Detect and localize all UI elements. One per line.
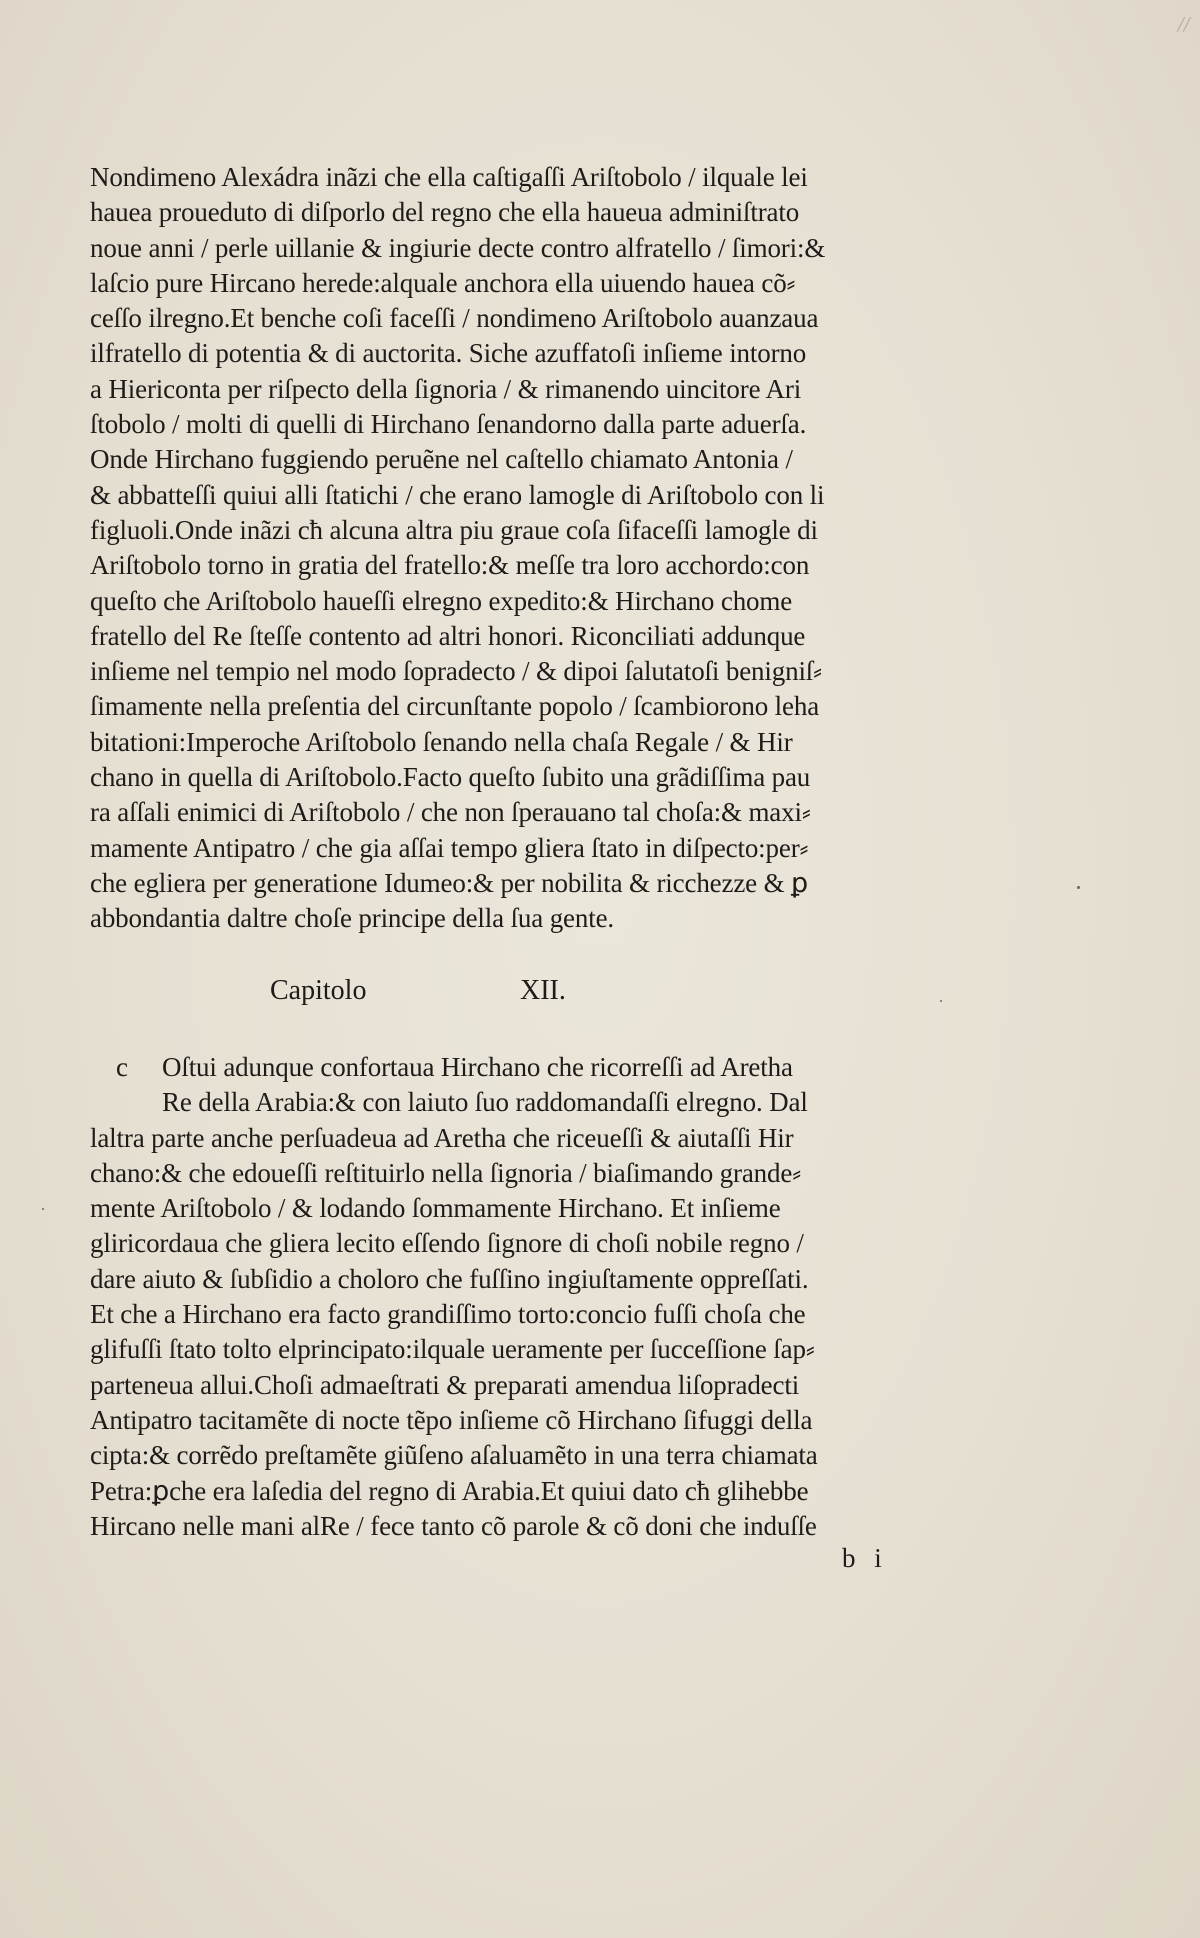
folio-mark: // bbox=[1177, 14, 1190, 35]
text-line: inſieme nel tempio nel modo ſopradecto / & dipoi ſalutatoſi benigniſ⸗ bbox=[90, 656, 822, 687]
text-line: Ariſtobolo torno in gratia del fratello:& meſſe tra loro acchordo:con bbox=[90, 550, 810, 581]
text-line: ra aſſali enimici di Ariſtobolo / che non ſperauano tal choſa:& maxi⸗ bbox=[90, 797, 811, 828]
paper-speck bbox=[42, 1208, 44, 1210]
text-line: abbondantia daltre choſe principe della ſua gente. bbox=[90, 903, 615, 934]
text-line: Hircano nelle mani alRe / fece tanto cõ parole & cõ doni che induſſe bbox=[90, 1510, 817, 1541]
text-line: gliricordaua che gliera lecito eſſendo ſignore di choſi nobile regno / bbox=[90, 1228, 804, 1259]
text-line: Et che a Hirchano era facto grandiſſimo torto:concio fuſſi choſa che bbox=[90, 1299, 806, 1330]
text-line: ilfratello di potentia & di auctorita. Siche azuffatoſi inſieme intorno bbox=[90, 338, 807, 369]
text-line: ceſſo ilregno.Et benche coſi faceſſi / nondimeno Ariſtobolo auanzaua bbox=[90, 303, 819, 334]
text-line: Antipatro tacitamẽte di nocte tẽpo inſieme cõ Hirchano ſifuggi della bbox=[90, 1404, 813, 1435]
text-line: Oſtui adunque confortaua Hirchano che ricorreſſi ad Aretha bbox=[162, 1052, 793, 1082]
paper-speck bbox=[940, 1000, 942, 1002]
text-line: Re della Arabia:& con laiuto ſuo raddomandaſſi elregno. Dal bbox=[162, 1087, 808, 1118]
text-line: Petra:ꝑche era laſedia del regno di Arabia.Et quiui dato cħ glihebbe bbox=[90, 1475, 809, 1506]
text-line: laſcio pure Hircano herede:alquale anchora ella uiuendo hauea cõ⸗ bbox=[90, 267, 796, 298]
text-line: laltra parte anche perſuadeua ad Aretha che riceueſſi & aiutaſſi Hir bbox=[90, 1122, 794, 1153]
text-line: ſtobolo / molti di quelli di Hirchano ſenandorno dalla parte aduerſa. bbox=[90, 409, 807, 440]
text-line: figluoli.Onde inãzi cħ alcuna altra piu graue coſa ſifaceſſi lamogle di bbox=[90, 514, 818, 545]
guide-letter: c bbox=[116, 1052, 128, 1082]
text-line: chano in quella di Ariſtobolo.Facto queſto ſubito una grãdiſſima pau bbox=[90, 762, 811, 793]
chapter-number: XII. bbox=[520, 975, 566, 1006]
text-line: hauea proueduto di diſporlo del regno che ella haueua adminiſtrato bbox=[90, 197, 800, 228]
text-line: che egliera per generatione Idumeo:& per nobilita & ricchezze & ꝑ bbox=[90, 867, 809, 898]
text-line: Onde Hirchano fuggiendo peruẽne nel caſtello chiamato Antonia / bbox=[90, 444, 793, 475]
text-line: glifuſſi ſtato tolto elprincipato:ilquale ueramente per ſucceſſione ſap⸗ bbox=[90, 1334, 815, 1365]
text-line: queſto che Ariſtobolo haueſſi elregno expedito:& Hirchano chome bbox=[90, 585, 793, 616]
text-line: mamente Antipatro / che gia aſſai tempo gliera ſtato in diſpecto:per⸗ bbox=[90, 832, 809, 863]
paper-speck bbox=[1077, 886, 1080, 889]
text-line: parteneua allui.Choſi admaeſtrati & preparati amendua liſopradecti bbox=[90, 1369, 800, 1400]
chapter-heading bbox=[0, 975, 1200, 1015]
text-line: mente Ariſtobolo / & lodando ſommamente Hirchano. Et inſieme bbox=[90, 1193, 781, 1224]
text-line: chano:& che edoueſſi reſtituirlo nella ſignoria / biaſimando grande⸗ bbox=[90, 1157, 802, 1188]
chapter-label: Capitolo bbox=[270, 975, 367, 1006]
text-line: dare aiuto & ſubſidio a choloro che fuſſino ingiuſtamente oppreſſati. bbox=[90, 1263, 809, 1294]
text-line: cipta:& corrẽdo preſtamẽte giũſeno aſaluamẽto in una terra chiamata bbox=[90, 1440, 818, 1471]
paragraph-1 bbox=[90, 160, 930, 937]
text-line: & abbatteſſi quiui alli ſtatichi / che erano lamogle di Ariſtobolo con li bbox=[90, 479, 825, 510]
paragraph-2 bbox=[90, 1050, 930, 1544]
text-line: noue anni / perle uillanie & ingiurie decte contro alfratello / ſimori:& bbox=[90, 232, 826, 263]
text-line: bitationi:Imperoche Ariſtobolo ſenando nella chaſa Regale / & Hir bbox=[90, 726, 793, 757]
text-line: ſimamente nella preſentia del circunſtante popolo / ſcambiorono leha bbox=[90, 691, 820, 722]
text-line: Nondimeno Alexádra inãzi che ella caſtigaſſi Ariſtobolo / ilquale lei bbox=[90, 162, 808, 192]
text-line: fratello del Re ſteſſe contento ad altri honori. Riconciliati addunque bbox=[90, 620, 806, 651]
text-line: a Hiericonta per riſpecto della ſignoria / & rimanendo uincitore Ari bbox=[90, 373, 802, 404]
signature-mark: b i bbox=[842, 1543, 888, 1573]
